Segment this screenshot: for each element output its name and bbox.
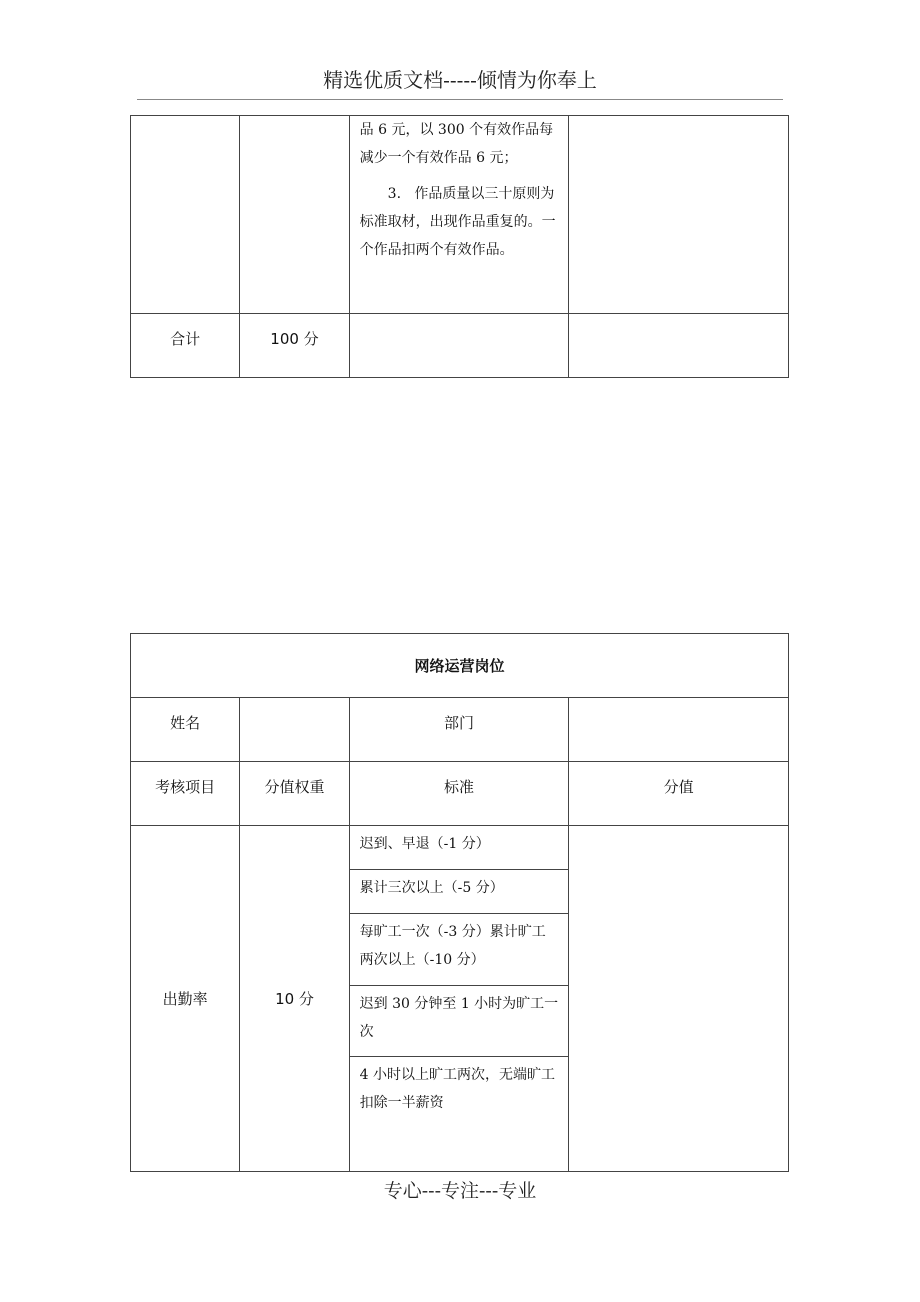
criteria-item: 4 小时以上旷工两次，无端旷工扣除一半薪资 xyxy=(359,1067,556,1111)
scoring-table-continued xyxy=(130,115,789,378)
dept-value-cell xyxy=(569,698,789,762)
table-row xyxy=(131,698,789,762)
empty-cell xyxy=(349,314,569,378)
header-standard: 标准 xyxy=(349,762,569,826)
attendance-criteria-list xyxy=(350,826,569,1171)
total-row xyxy=(131,314,789,378)
dept-label: 部门 xyxy=(349,698,569,762)
total-weight: 100 分 xyxy=(240,314,349,378)
table-title: 网络运营岗位 xyxy=(131,634,789,698)
score-cell xyxy=(569,116,789,314)
name-label: 姓名 xyxy=(131,698,240,762)
total-label: 合计 xyxy=(131,314,240,378)
criteria-cell xyxy=(349,116,569,314)
criteria-item: 迟到、早退（-1 分） xyxy=(350,826,569,870)
header-item: 考核项目 xyxy=(131,762,240,826)
network-operations-table xyxy=(130,633,789,1172)
attendance-criteria-cell xyxy=(349,826,569,1172)
attendance-row xyxy=(131,826,789,1172)
table-header-row xyxy=(131,762,789,826)
header-divider xyxy=(137,99,783,100)
criteria-item: 迟到 30 分钟至 1 小时为旷工一次 xyxy=(350,986,569,1057)
attendance-score-cell xyxy=(569,826,789,1172)
criteria-item: 累计三次以上（-5 分） xyxy=(350,870,569,914)
header-score: 分值 xyxy=(569,762,789,826)
empty-cell xyxy=(131,116,240,314)
empty-cell xyxy=(569,314,789,378)
table-row xyxy=(131,116,789,314)
criteria-paragraph: 3. 作品质量以三十原则为标准取材，出现作品重复的。一个作品扣两个有效作品。 xyxy=(359,186,556,258)
name-value-cell xyxy=(240,698,349,762)
page-footer: 专心---专注---专业 xyxy=(383,1180,537,1202)
criteria-item: 每旷工一次（-3 分）累计旷工两次以上（-10 分） xyxy=(350,914,569,986)
empty-cell xyxy=(240,116,349,314)
header-weight: 分值权重 xyxy=(240,762,349,826)
attendance-item: 出勤率 xyxy=(131,826,240,1172)
criteria-paragraph: 品 6 元，以 300 个有效作品每减少一个有效作品 6 元； xyxy=(359,122,554,166)
table-title-row xyxy=(131,634,789,698)
attendance-weight: 10 分 xyxy=(240,826,349,1172)
page-header-title: 精选优质文档-----倾情为你奉上 xyxy=(323,68,597,92)
